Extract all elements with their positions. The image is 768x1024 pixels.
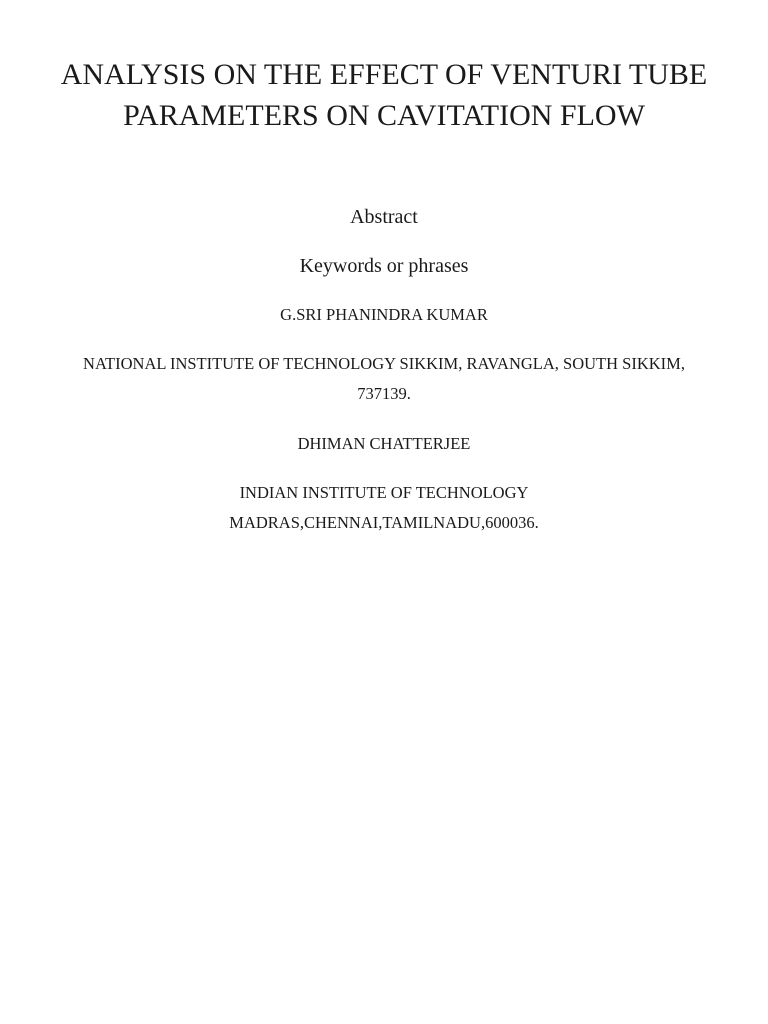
author-affiliation-2: INDIAN INSTITUTE OF TECHNOLOGY MADRAS,CHENNAI,TAMILNADU,600036. xyxy=(229,483,539,532)
abstract-heading: Abstract xyxy=(350,206,418,228)
author-name-1: G.SRI PHANINDRA KUMAR xyxy=(280,305,488,324)
keywords-heading: Keywords or phrases xyxy=(299,255,469,277)
author-name-2: DHIMAN CHATTERJEE xyxy=(297,434,471,453)
paper-title: ANALYSIS ON THE EFFECT OF VENTURI TUBE PARAMETERS ON CAVITATION FLOW xyxy=(60,58,708,132)
author-affiliation-1: NATIONAL INSTITUTE OF TECHNOLOGY SIKKIM, RAVANGLA, SOUTH SIKKIM, 737139. xyxy=(83,354,685,403)
